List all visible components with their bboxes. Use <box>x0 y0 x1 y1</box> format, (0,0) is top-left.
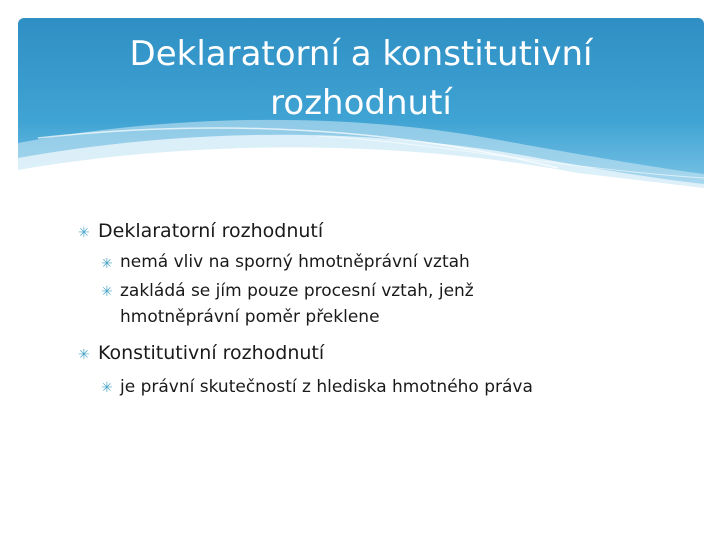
bullet-item-deklaratorni: Deklaratorní rozhodnutí <box>98 220 324 242</box>
sub-bullet-icon: ✳ <box>101 256 113 272</box>
sub-bullet-icon: ✳ <box>101 380 113 396</box>
sub-bullet-icon: ✳ <box>101 284 113 300</box>
bullet-icon: ✳ <box>78 225 90 241</box>
slide-title: Deklaratorní a konstitutivní rozhodnutí <box>129 34 593 123</box>
sub-bullet-item: je právní skutečností z hlediska hmotného práva <box>120 377 533 397</box>
bullet-icon: ✳ <box>78 347 90 363</box>
bullet-item-konstitutivni: Konstitutivní rozhodnutí <box>98 342 325 364</box>
sub-bullet-item: nemá vliv na sporný hmotněprávní vztah <box>120 252 470 272</box>
sub-bullet-item: zakládá se jím pouze procesní vztah, jenž hmotněprávní poměr překlene <box>120 281 474 327</box>
